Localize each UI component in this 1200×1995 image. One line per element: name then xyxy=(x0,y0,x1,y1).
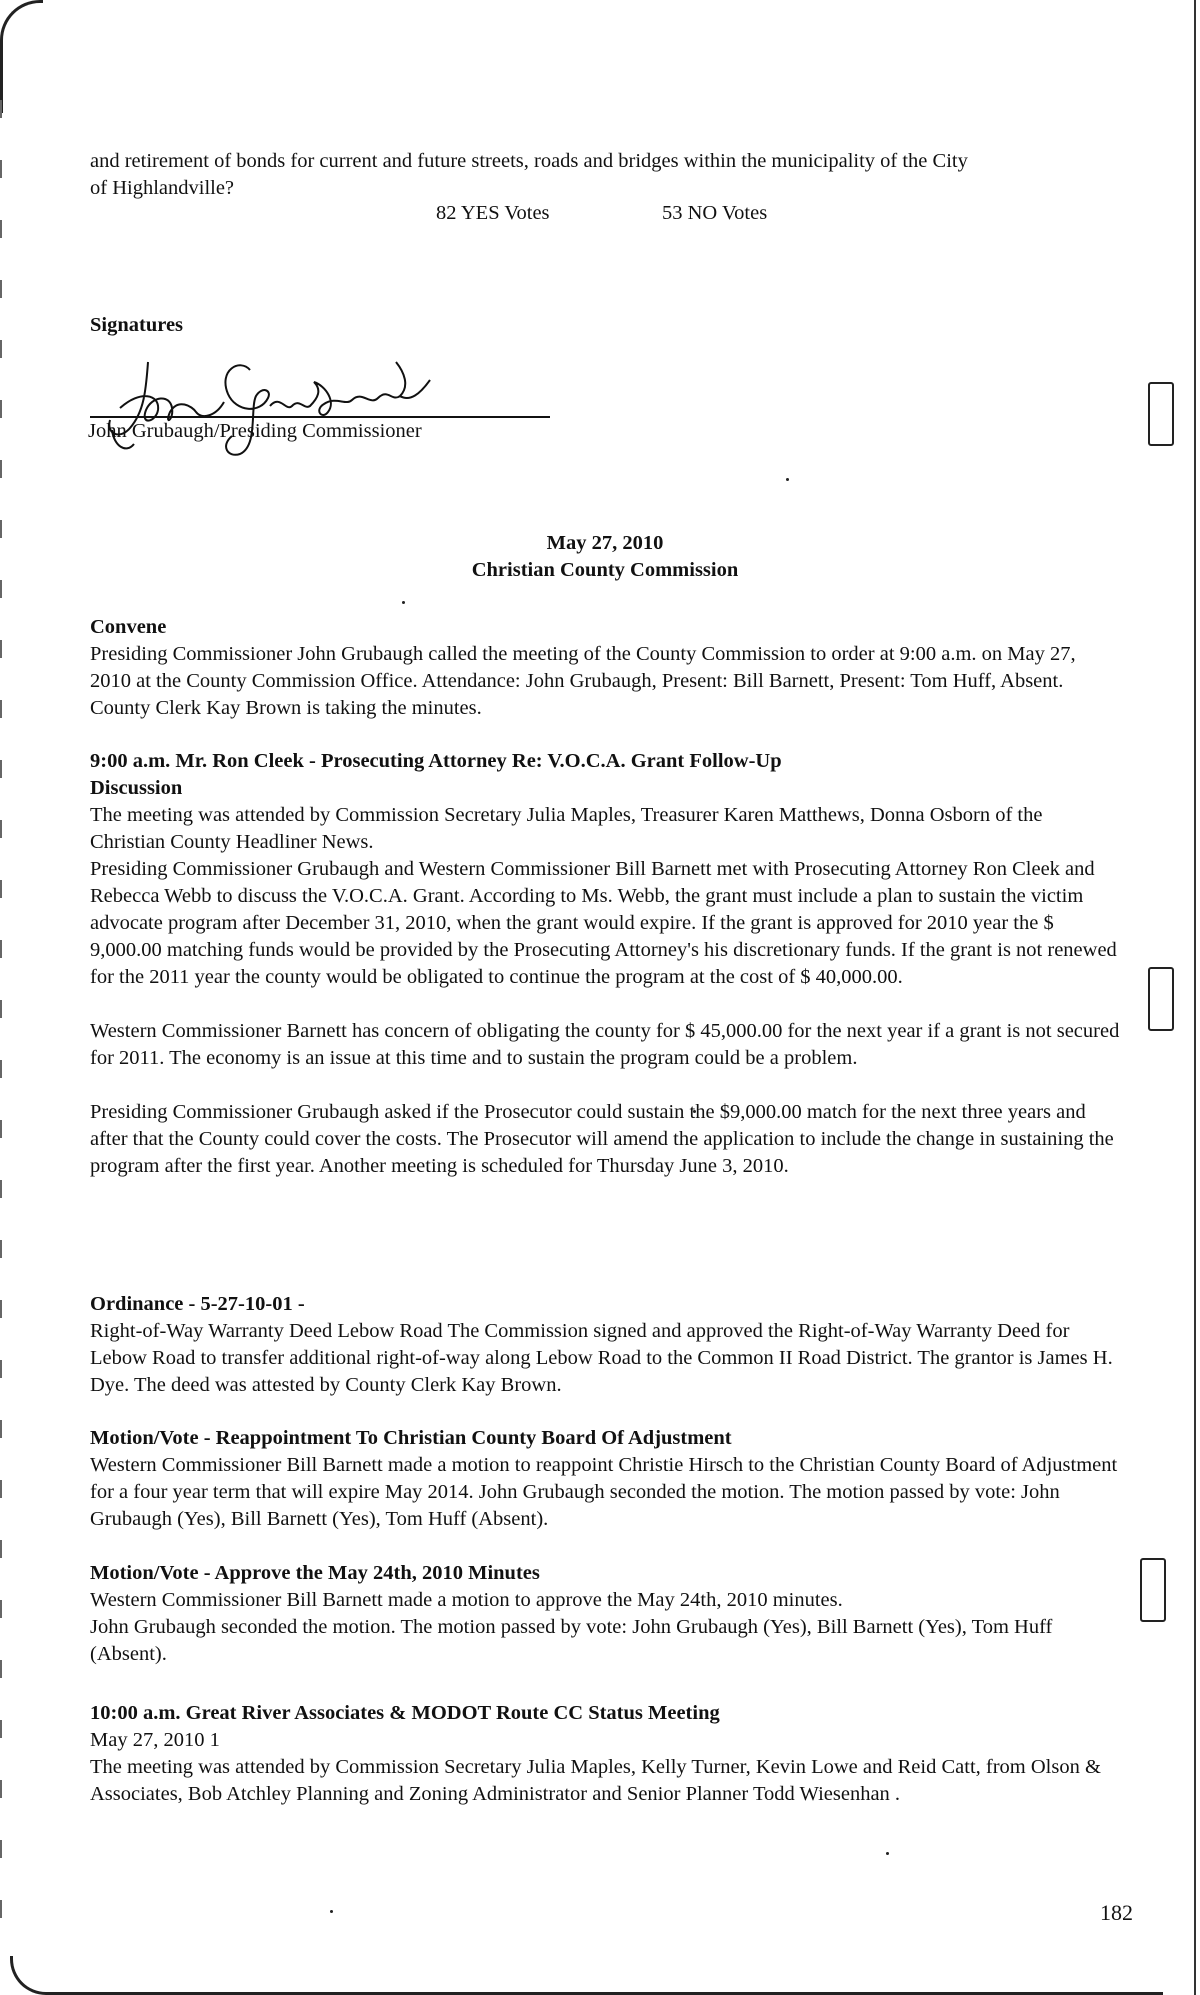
signature-caption: John Grubaugh/Presiding Commissioner xyxy=(88,420,422,442)
yes-votes: 82 YES Votes xyxy=(436,202,550,224)
section-heading: Convene xyxy=(90,616,167,638)
scan-speck xyxy=(330,1910,333,1913)
scan-border-bottom xyxy=(10,1956,1163,1995)
scan-border-left xyxy=(0,100,2,1950)
section-paragraph: The meeting was attended by Commission Secretary Julia Maples, Treasurer Karen Matthews, Donna Osborn of the Christian County Headliner News. xyxy=(90,804,1043,853)
intro-text xyxy=(90,148,1120,202)
intro-line-1: and retirement of bonds for current and future streets, roads and bridges within the municipality of the City xyxy=(90,150,968,172)
section-paragraph: The meeting was attended by Commission Secretary Julia Maples, Kelly Turner, Kevin Lowe and Reid Catt, from Olson & Associates, Bob Atchley Planning and Zoning Administrator and Senior Planner Todd Wiesenhan . xyxy=(90,1756,1101,1805)
scan-speck xyxy=(786,478,789,481)
signatures-heading: Signatures xyxy=(90,314,184,336)
handwritten-signature xyxy=(100,350,460,460)
section-great-river xyxy=(90,1700,1120,1808)
scan-border-right xyxy=(1194,0,1196,1995)
section-paragraph: Right-of-Way Warranty Deed Lebow Road The Commission signed and approved the Right-of-Way Warranty Deed for Lebow Road to transfer additional right-of-way along Lebow Road to the Common II Road District. The grantor is James H. Dye. The deed was attested by County Clerk Kay Brown. xyxy=(90,1320,1113,1396)
section-heading: Motion/Vote - Approve the May 24th, 2010 Minutes xyxy=(90,1562,540,1584)
scan-speck xyxy=(886,1852,889,1855)
section-paragraph: Western Commissioner Bill Barnett made a motion to approve the May 24th, 2010 minutes. xyxy=(90,1589,843,1611)
intro-line-2: of Highlandville? xyxy=(90,177,235,199)
minutes-body: Christian County Commission xyxy=(471,559,739,581)
section-paragraph: May 27, 2010 1 xyxy=(90,1729,220,1751)
section-heading: 9:00 a.m. Mr. Ron Cleek - Prosecuting Attorney Re: V.O.C.A. Grant Follow-Up xyxy=(90,750,782,772)
no-votes: 53 NO Votes xyxy=(662,202,768,224)
section-paragraph: Presiding Commissioner Grubaugh asked if the Prosecutor could sustain the $9,000.00 match for the next three years and after that the County could cover the costs. The Prosecutor will amend the application to include the change in sustaining the program after the first year. Another meeting is scheduled for Thursday June 3, 2010. xyxy=(90,1101,1114,1177)
section-heading: Ordinance - 5-27-10-01 - xyxy=(90,1293,305,1315)
section-paragraph: Western Commissioner Barnett has concern of obligating the county for $ 45,000.00 for the next year if a grant is not secured for 2011. The economy is an issue at this time and to sustain the program could be a problem. xyxy=(90,1020,1120,1069)
section-paragraph: Presiding Commissioner John Grubaugh called the meeting of the County Commission to order at 9:00 a.m. on May 27, 2010 at the County Commission Office. Attendance: John Grubaugh, Present: Bill Barnett, Present: Tom Huff, Absent. County Clerk Kay Brown is taking the minutes. xyxy=(90,643,1076,719)
signature-line xyxy=(90,416,550,418)
section-convene xyxy=(90,614,1120,722)
section-ordinance xyxy=(90,1291,1120,1399)
punch-hole-icon xyxy=(1148,967,1174,1031)
section-heading: Motion/Vote - Reappointment To Christian County Board Of Adjustment xyxy=(90,1427,732,1449)
section-heading: 10:00 a.m. Great River Associates & MODOT Route CC Status Meeting xyxy=(90,1702,720,1724)
scan-speck xyxy=(402,601,405,604)
section-paragraph: Western Commissioner Bill Barnett made a motion to reappoint Christie Hirsch to the Christian County Board of Adjustment for a four year term that will expire May 2014. John Grubaugh seconded the motion. The motion passed by vote: John Grubaugh (Yes), Bill Barnett (Yes), Tom Huff (Absent). xyxy=(90,1454,1118,1530)
punch-hole-icon xyxy=(1140,1558,1166,1622)
scan-border-top xyxy=(0,0,43,113)
section-paragraph: John Grubaugh seconded the motion. The motion passed by vote: John Grubaugh (Yes), Bill Barnett (Yes), Tom Huff (Absent). xyxy=(90,1616,1053,1665)
punch-hole-icon xyxy=(1148,382,1174,446)
section-subheading: Discussion xyxy=(90,777,183,799)
minutes-date: May 27, 2010 xyxy=(546,532,664,554)
section-paragraph: Presiding Commissioner Grubaugh and Western Commissioner Bill Barnett met with Prosecuting Attorney Ron Cleek and Rebecca Webb to discuss the V.O.C.A. Grant. According to Ms. Webb, the grant must include a plan to sustain the victim advocate program after December 31, 2010, when the grant would expire. If the grant is approved for 2010 year the $ 9,000.00 matching funds would be provided by the Prosecuting Attorney's his discretionary funds. If the grant is not renewed for the 2011 year the county would be obligated to continue the program at the cost of $ 40,000.00. xyxy=(90,858,1117,988)
page-number: 182 xyxy=(1100,1900,1133,1925)
section-approve-minutes xyxy=(90,1560,1120,1668)
section-reappointment xyxy=(90,1425,1120,1533)
section-voca-grant xyxy=(90,748,1120,1180)
